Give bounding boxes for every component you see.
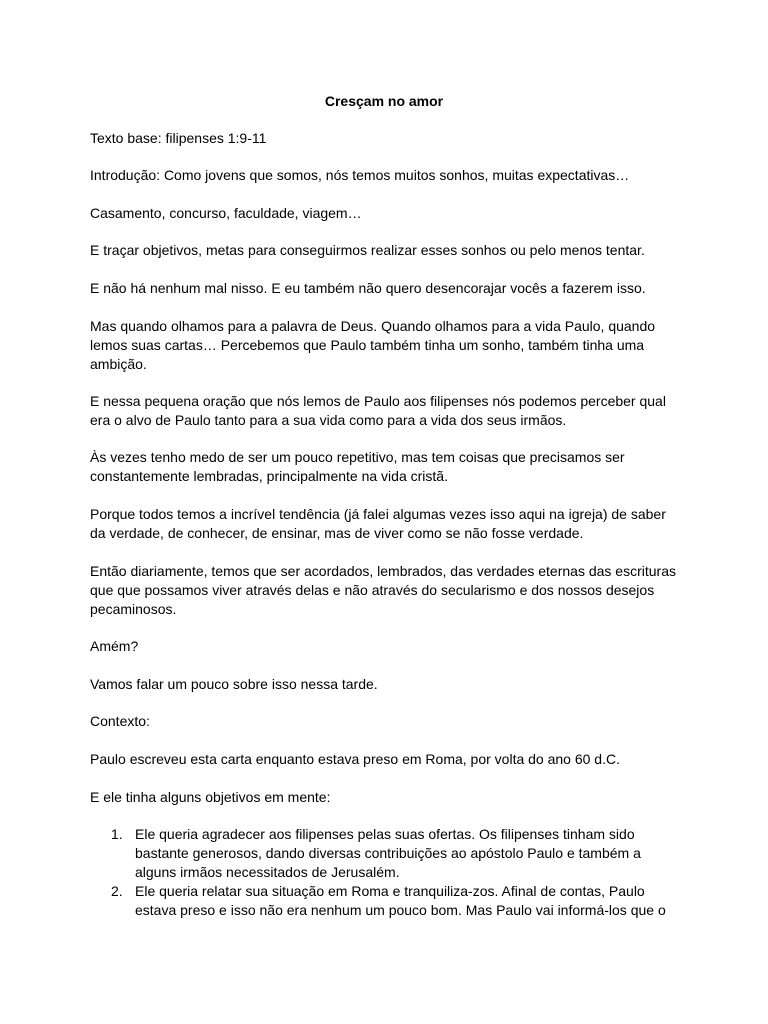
paragraph-introducao: Introdução: Como jovens que somos, nós temos muitos sonhos, muitas expectativas… (90, 167, 630, 183)
paragraph-contexto: Contexto: (90, 713, 150, 729)
paragraph-amem: Amém? (90, 638, 139, 654)
document-title: Cresçam no amor (324, 93, 444, 109)
paragraph-oracao: E nessa pequena oração que nós lemos de Paulo aos filipenses nós podemos perceber qual era o alvo de Paulo tanto para a sua vida como para a vida dos seus irmãos. (90, 393, 666, 428)
list-item-text: Ele queria relatar sua situação em Roma e tranquiliza-zos. Afinal de contas, Paulo estava preso e isso não era nenhum um pouco bom. Mas Paulo vai informá-los que o (135, 883, 666, 918)
list-item (90, 825, 680, 882)
paragraph-repetitivo: Às vezes tenho medo de ser um pouco repetitivo, mas tem coisas que precisamos ser constantemente lembradas, principalmente na vida cristã. (90, 449, 625, 484)
paragraph-casamento: Casamento, concurso, faculdade, viagem… (90, 205, 362, 221)
paragraph-palavra-de-deus: Mas quando olhamos para a palavra de Deus. Quando olhamos para a vida Paulo, quando lemos suas cartas… Percebemos que Paulo também tinha um sonho, também tinha uma ambição. (90, 318, 656, 372)
paragraph-tendencia: Porque todos temos a incrível tendência (já falei algumas vezes isso aqui na igreja) de saber da verdade, de conhecer, de ensinar, mas de viver como se não fosse verdade. (90, 506, 666, 541)
paragraph-objetivos: E traçar objetivos, metas para conseguirmos realizar esses sonhos ou pelo menos tentar. (90, 242, 645, 258)
paragraph-diariamente: Então diariamente, temos que ser acordados, lembrados, das verdades eternas das escrituras que que possamos viver através delas e não através do secularismo e dos nossos desejos pecaminosos. (90, 563, 676, 617)
list-item (90, 882, 680, 920)
objectives-list (90, 825, 680, 920)
paragraph-nenhum-mal: E não há nenhum mal nisso. E eu também não quero desencorajar vocês a fazerem isso. (90, 280, 646, 296)
paragraph-paulo-escreveu: Paulo escreveu esta carta enquanto estava preso em Roma, por volta do ano 60 d.C. (90, 751, 620, 767)
list-item-number: 2. (111, 883, 123, 899)
paragraph-vamos-falar: Vamos falar um pouco sobre isso nessa tarde. (90, 676, 378, 692)
list-item-number: 1. (111, 826, 123, 842)
paragraph-objetivos-em-mente: E ele tinha alguns objetivos em mente: (90, 789, 331, 805)
list-item-text: Ele queria agradecer aos filipenses pelas suas ofertas. Os filipenses tinham sido bastante generosos, dando diversas contribuições ao apóstolo Paulo e também a alguns irmãos necessitados de Jerusalém. (135, 826, 641, 880)
paragraph-texto-base: Texto base: filipenses 1:9-11 (90, 130, 267, 146)
